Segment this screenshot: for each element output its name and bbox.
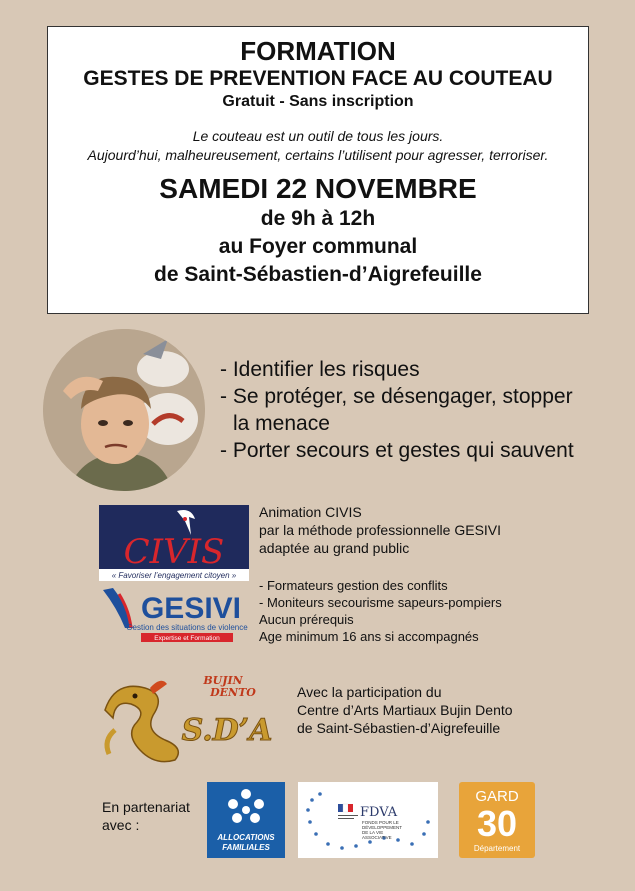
fdva-logo-title: FDVA bbox=[360, 805, 398, 820]
civis-line-1: Animation CIVIS bbox=[259, 504, 362, 520]
bujin-dento-logo bbox=[95, 670, 275, 766]
civis-line-2: par la méthode professionnelle GESIVI bbox=[259, 522, 502, 538]
caf-logo-line-2: FAMILIALES bbox=[222, 843, 270, 852]
bujin-line-1: Avec la participation du bbox=[297, 684, 442, 700]
event-place-line-2: de Saint-Sébastien-d’Aigrefeuille bbox=[154, 263, 482, 286]
free-notice: Gratuit - Sans inscription bbox=[222, 93, 414, 110]
civis-logo bbox=[99, 505, 249, 581]
gesivi-logo-line-2: Expertise et Formation bbox=[154, 635, 220, 642]
detail-item: Aucun prérequis bbox=[259, 612, 354, 627]
bujin-line-3: de Saint-Sébastien-d’Aigrefeuille bbox=[297, 720, 501, 736]
gard-logo-bottom: Département bbox=[473, 844, 521, 853]
poster-title: FORMATION bbox=[240, 36, 396, 66]
detail-item: - Moniteurs secourisme sapeurs-pompiers bbox=[259, 595, 502, 610]
civis-logo-text: CIVIS bbox=[123, 532, 225, 572]
event-place-line-1: au Foyer communal bbox=[218, 235, 418, 258]
bujin-participation-text bbox=[297, 683, 513, 737]
intro-text bbox=[48, 127, 588, 165]
civis-animation-text bbox=[259, 503, 501, 557]
detail-item: - Formateurs gestion des conflits bbox=[259, 578, 448, 593]
fdva-logo-sub-1: FONDS POUR LE bbox=[362, 820, 399, 825]
fdva-logo-sub-4: ASSOCIATIVE bbox=[362, 835, 392, 840]
gesivi-logo bbox=[99, 584, 249, 642]
poster-subtitle: GESTES DE PREVENTION FACE AU COUTEAU bbox=[83, 67, 553, 90]
intro-line-1: Le couteau est un outil de tous les jours. bbox=[192, 128, 444, 144]
objective-item: - Se protéger, se désengager, stopper bbox=[220, 385, 573, 408]
objectives-list bbox=[220, 356, 620, 464]
gesivi-logo-text: GESIVI bbox=[140, 592, 242, 625]
caf-logo-line-1: ALLOCATIONS bbox=[217, 833, 275, 842]
event-time: de 9h à 12h bbox=[260, 207, 376, 230]
event-header-box bbox=[47, 26, 589, 314]
bujin-line-2: Centre d’Arts Martiaux Bujin Dento bbox=[297, 702, 513, 718]
fdva-logo bbox=[298, 782, 438, 858]
gard-logo-number: 30 bbox=[476, 803, 518, 844]
illustration-avatar bbox=[43, 329, 205, 491]
objective-item-continuation: la menace bbox=[233, 412, 330, 435]
objective-item: - Porter secours et gestes qui sauvent bbox=[220, 439, 574, 462]
civis-line-3: adaptée au grand public bbox=[259, 540, 410, 556]
gard-department-logo bbox=[459, 782, 535, 858]
objective-item: - Identifier les risques bbox=[220, 358, 420, 381]
fdva-logo-sub-2: DÉVELOPPEMENT bbox=[362, 825, 403, 830]
civis-logo-tagline: « Favoriser l’engagement citoyen » bbox=[111, 571, 237, 580]
detail-item: Age minimum 16 ans si accompagnés bbox=[259, 629, 479, 644]
caf-logo bbox=[207, 782, 285, 858]
gesivi-logo-line-1: Gestion des situations de violence bbox=[126, 623, 248, 632]
partner-label-line-1: En partenariat bbox=[102, 799, 190, 815]
partner-label-line-2: avec : bbox=[102, 817, 140, 833]
bujin-logo-text-1: BUJIN bbox=[203, 674, 243, 687]
bujin-logo-letters: S.D’A bbox=[181, 713, 273, 748]
partner-label bbox=[102, 798, 190, 834]
gard-logo-top: GARD bbox=[475, 788, 519, 805]
intro-line-2: Aujourd’hui, malheureusement, certains l’utilisent pour agresser, terroriser. bbox=[87, 147, 549, 163]
illustration-drawing bbox=[43, 329, 205, 491]
bujin-logo-text-2: DENTO bbox=[210, 686, 256, 699]
fdva-logo-sub-3: DE LA VIE bbox=[362, 830, 384, 835]
event-date: SAMEDI 22 NOVEMBRE bbox=[159, 173, 477, 204]
training-details bbox=[259, 577, 502, 645]
